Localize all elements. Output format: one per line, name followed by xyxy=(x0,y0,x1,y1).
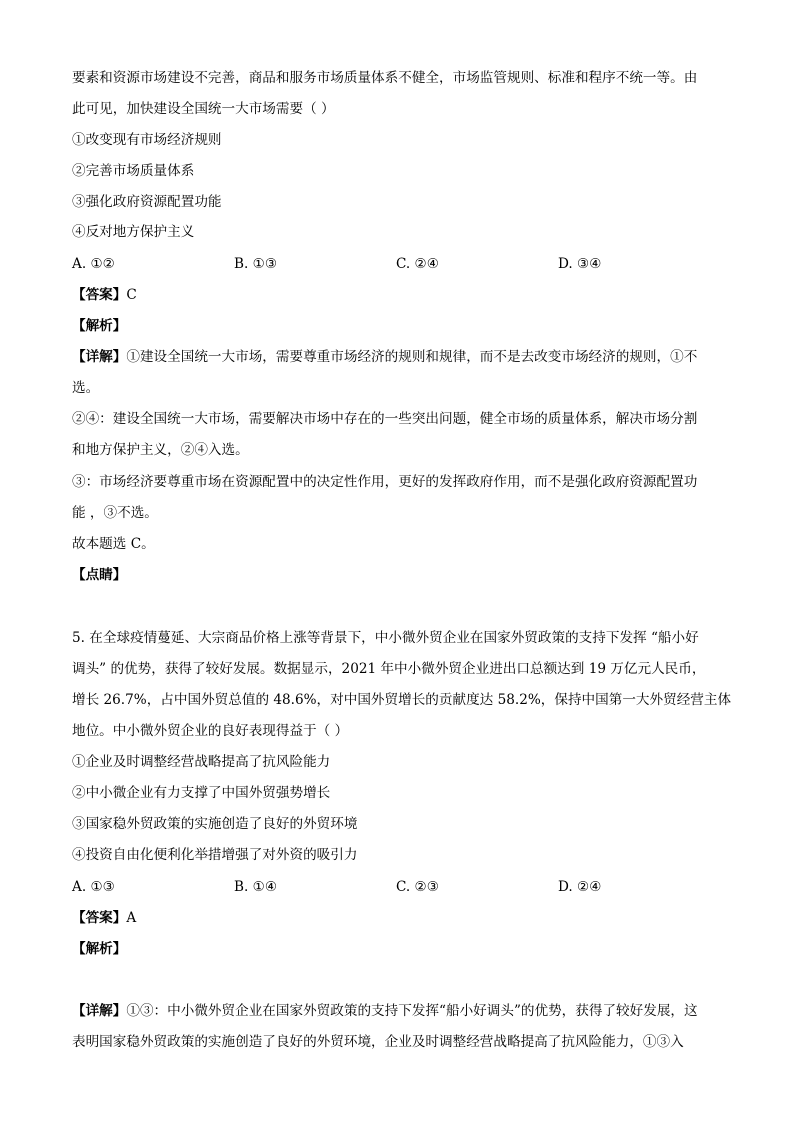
q4-detail-line-1 xyxy=(72,347,722,367)
q4-option-b: B. ①③ xyxy=(234,256,278,272)
q5-stem-line-3: 增长 26.7%，占中国外贸总值的 48.6%，对中国外贸增长的贡献度达 58.2%，保持中国第一大外贸经营主体 xyxy=(72,692,732,708)
detail-text: ①建设全国统一大市场，需要尊重市场经济的规则和规律，而不是去改变市场经济的规则，①不 xyxy=(126,349,698,365)
q5-option-a: A. ①③ xyxy=(72,879,115,895)
q5-analysis-tag: 【解析】 xyxy=(72,941,127,957)
q4-option-d: D. ③④ xyxy=(558,256,602,272)
q4-item-3: ③强化政府资源配置功能 xyxy=(72,194,222,210)
q5-item-3: ③国家稳外贸政策的实施创造了良好的外贸环境 xyxy=(72,816,358,832)
q4-option-a: A. ①② xyxy=(72,256,115,272)
q5-answer-line xyxy=(72,908,136,928)
q5-detail-line-1 xyxy=(72,1001,722,1021)
q4-stem-line-2: 此可见，加快建设全国统一大市场需要（ ） xyxy=(72,101,335,117)
q4-analysis-tag: 【解析】 xyxy=(72,318,127,334)
q4-item-2: ②完善市场质量体系 xyxy=(72,163,195,179)
q4-para3-line-1: ③：市场经济要尊重市场在资源配置中的决定性作用，更好的发挥政府作用，而不是强化政府资源配置功 xyxy=(72,474,698,490)
q4-para3-line-2: 能 ，③不选。 xyxy=(72,505,158,521)
q5-detail-line-2: 表明国家稳外贸政策的实施创造了良好的外贸环境，企业及时调整经营战略提高了抗风险能力，①③入 xyxy=(72,1034,684,1050)
q5-option-b: B. ①④ xyxy=(234,879,278,895)
q5-option-c: C. ②③ xyxy=(396,879,439,895)
q5-item-1: ①企业及时调整经营战略提高了抗风险能力 xyxy=(72,754,331,770)
q5-options xyxy=(72,877,732,897)
q4-para2-line-1: ②④：建设全国统一大市场，需要解决市场中存在的一些突出问题，健全市场的质量体系，解决市场分割 xyxy=(72,411,698,427)
answer-tag: 【答案】 xyxy=(72,287,127,303)
q5-stem-line-1: 5. 在全球疫情蔓延、大宗商品价格上涨等背景下，中小微外贸企业在国家外贸政策的支持下发挥 “船小好 xyxy=(72,630,699,646)
detail-tag: 【详解】 xyxy=(72,349,127,365)
answer-value: A xyxy=(126,910,137,926)
q4-answer-line xyxy=(72,285,137,305)
q4-para2-line-2: 和地方保护主义，②④入选。 xyxy=(72,442,249,458)
answer-tag: 【答案】 xyxy=(72,910,127,926)
q5-stem-line-2: 调头” 的优势，获得了较好发展。数据显示，2021 年中小微外贸企业进出口总额达到 19 万亿元人民币， xyxy=(72,661,706,677)
q4-detail-line-2: 选。 xyxy=(72,380,100,396)
q4-item-4: ④反对地方保护主义 xyxy=(72,224,195,240)
detail-text: ①③：中小微外贸企业在国家外贸政策的支持下发挥“船小好调头”的优势，获得了较好发展，这 xyxy=(126,1003,698,1019)
q5-option-d: D. ②④ xyxy=(558,879,602,895)
q5-item-4: ④投资自由化便利化举措增强了对外资的吸引力 xyxy=(72,847,358,863)
q4-comment-tag: 【点睛】 xyxy=(72,567,127,583)
q5-item-2: ②中小微企业有力支撑了中国外贸强势增长 xyxy=(72,785,331,801)
q4-option-c: C. ②④ xyxy=(396,256,439,272)
answer-value: C xyxy=(126,287,137,303)
q4-options xyxy=(72,254,732,274)
detail-tag: 【详解】 xyxy=(72,1003,127,1019)
q5-stem-line-4: 地位。中小微外贸企业的良好表现得益于（ ） xyxy=(72,723,349,739)
q4-stem-line-1: 要素和资源市场建设不完善，商品和服务市场质量体系不健全，市场监管规则、标准和程序不统一等。由 xyxy=(72,70,698,86)
q4-conclusion: 故本题选 C。 xyxy=(72,536,155,552)
q4-item-1: ①改变现有市场经济规则 xyxy=(72,132,222,148)
